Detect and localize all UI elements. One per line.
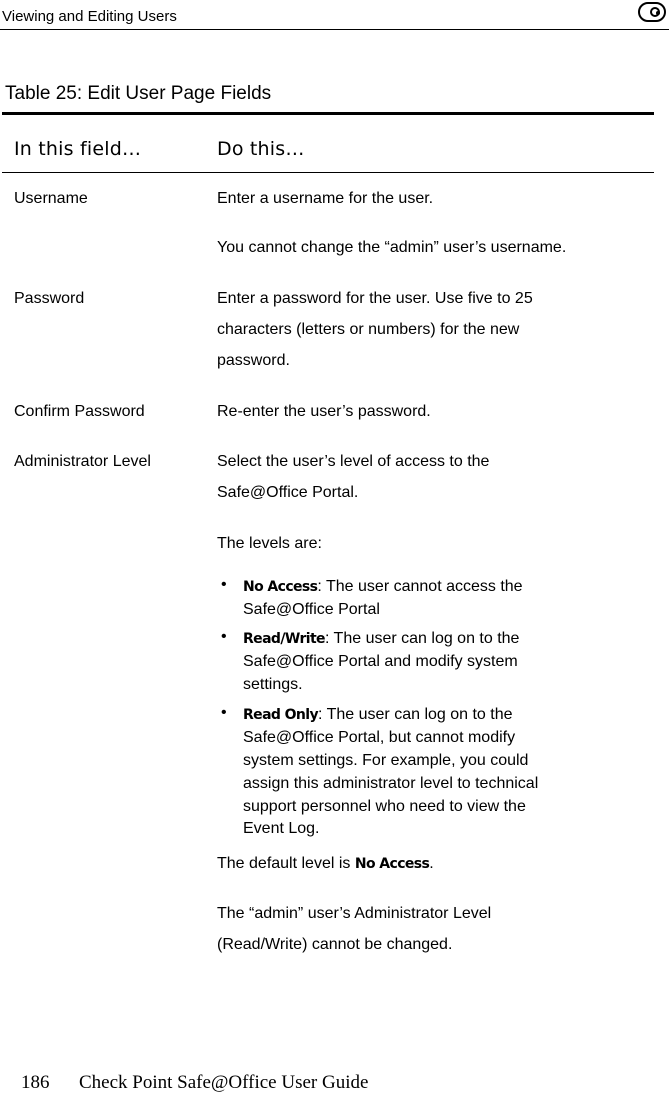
page-number: 186 <box>21 1072 50 1093</box>
admin-desc-line-1: Select the user’s level of access to the <box>217 453 490 470</box>
confirm-desc: Re-enter the user’s password. <box>217 403 431 420</box>
levels-intro: The levels are: <box>217 535 322 552</box>
username-desc-1: Enter a username for the user. <box>217 190 434 207</box>
term-read-only: Read Only <box>243 707 319 723</box>
table-header-rule <box>2 172 654 173</box>
bullet-read-only-marker: • <box>221 704 227 721</box>
bullet-read-write-line-3: settings. <box>243 676 303 693</box>
field-username: Username <box>14 190 88 207</box>
bullet-read-only-line-4: assign this administrator level to technical <box>243 775 539 792</box>
password-desc-line-3: password. <box>217 352 290 369</box>
bullet-read-only-line-1: Read Only: The user can log on to the <box>243 706 513 723</box>
bullet-no-access-marker: • <box>221 576 227 593</box>
bullet-read-write-line-1: Read/Write: The user can log on to the <box>243 630 520 647</box>
bullet-read-only-line-3: system settings. For example, you could <box>243 752 529 769</box>
default-level-text: The default level is No Access. <box>217 855 434 872</box>
safe-at-office-logo-icon <box>638 2 666 22</box>
term-default-no-access: No Access <box>354 856 430 872</box>
admin-note-line-2: (Read/Write) cannot be changed. <box>217 936 453 953</box>
bullet-read-only-line-5: support personnel who need to view the <box>243 798 526 815</box>
term-no-access: No Access <box>243 579 318 595</box>
column-header-action: Do this… <box>217 138 305 160</box>
admin-desc-line-2: Safe@Office Portal. <box>217 484 359 501</box>
column-header-field: In this field… <box>14 138 142 160</box>
bullet-read-write-line-2: Safe@Office Portal and modify system <box>243 653 518 670</box>
header-divider <box>0 29 669 30</box>
field-administrator-level: Administrator Level <box>14 453 151 470</box>
table-top-rule <box>2 112 654 115</box>
username-desc-2: You cannot change the “admin” user’s username. <box>217 239 567 256</box>
term-read-write: Read/Write <box>243 631 325 647</box>
bullet-no-access-line-1: No Access: The user cannot access the <box>243 578 523 595</box>
field-password: Password <box>14 290 85 307</box>
bullet-read-write-marker: • <box>221 628 227 645</box>
bullet-no-access-line-2: Safe@Office Portal <box>243 601 380 618</box>
field-confirm-password: Confirm Password <box>14 403 145 420</box>
running-header-title: Viewing and Editing Users <box>2 8 177 25</box>
bullet-read-only-line-2: Safe@Office Portal, but cannot modify <box>243 729 516 746</box>
admin-note-line-1: The “admin” user’s Administrator Level <box>217 905 492 922</box>
table-caption: Table 25: Edit User Page Fields <box>5 83 272 104</box>
password-desc-line-2: characters (letters or numbers) for the new <box>217 321 520 338</box>
password-desc-line-1: Enter a password for the user. Use five to 25 <box>217 290 533 307</box>
bullet-read-only-line-6: Event Log. <box>243 820 320 837</box>
footer-title: Check Point Safe@Office User Guide <box>79 1072 369 1093</box>
